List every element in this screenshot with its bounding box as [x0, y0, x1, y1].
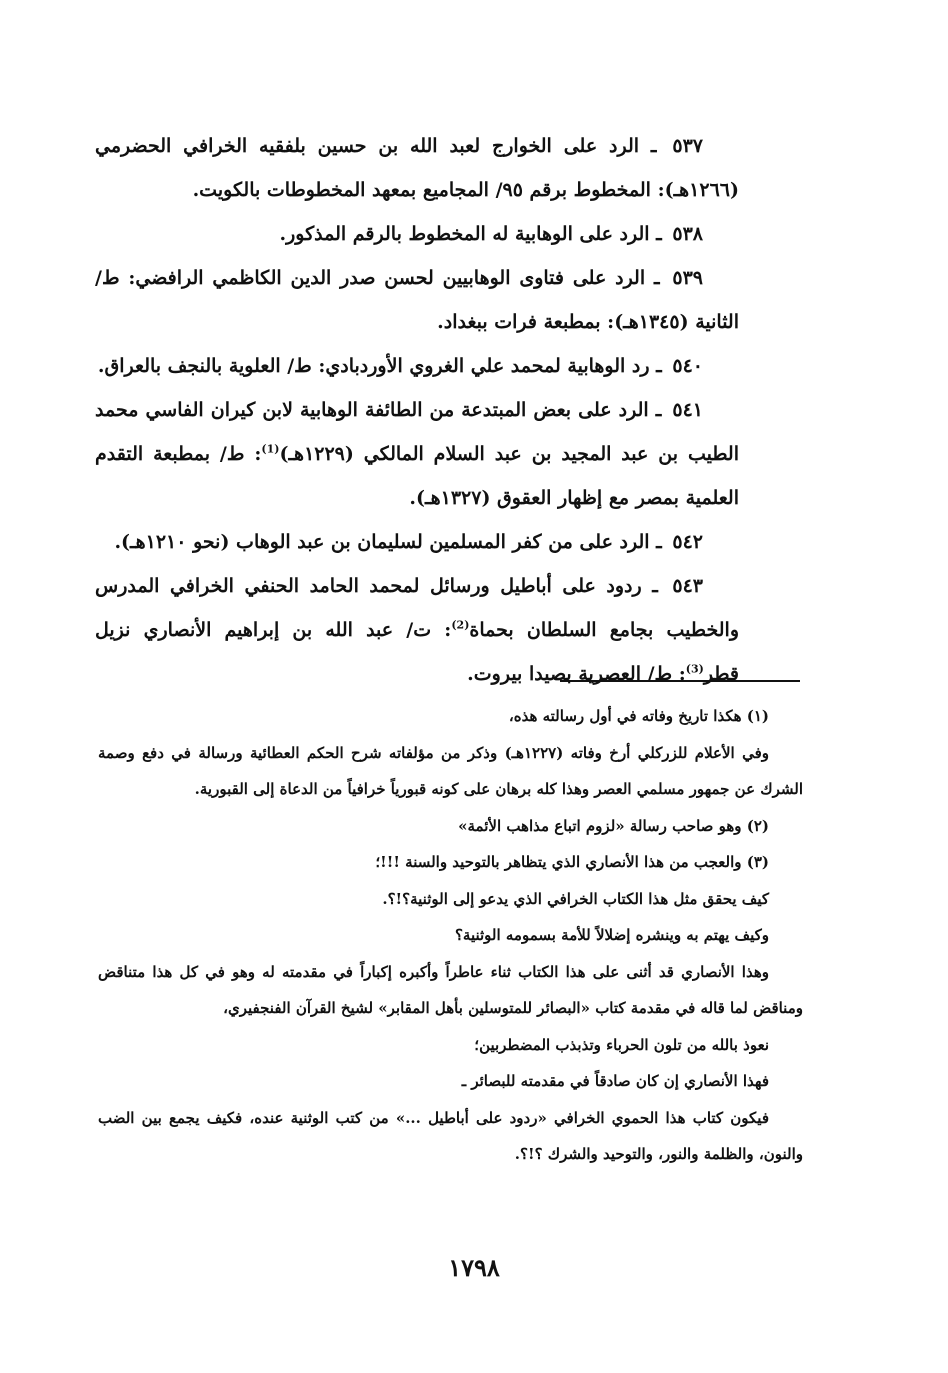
entry-number: ٥٣٨ [672, 223, 703, 245]
entry-number: ٥٤٣ [672, 575, 703, 597]
entry-text: : ت/ عبد الله بن إبراهيم الأنصاري نزيل قطر [95, 619, 739, 685]
footnote-3: (٣) والعجب من هذا الأنصاري الذي يتظاهر بالتوحيد والسنة !!!؛ [375, 853, 769, 871]
main-text-block [95, 124, 739, 696]
footnote-ref[interactable]: (2) [451, 618, 470, 632]
entry-text: ـ الرد على فتاوى الوهابيين لحسن صدر الدين الكاظمي الرافضي: ط/ الثانية (١٣٤٥هـ): بمطبعة فرات ببغداد. [95, 267, 739, 333]
entry-538 [95, 212, 739, 256]
footnote-ref[interactable]: (1) [261, 442, 280, 456]
footnote-3-continuation: فيكون كتاب هذا الحموي الخرافي «ردود على أباطيل ...» من كتب الوثنية عنده، فكيف يجمع بين الضب والنون، والظلمة والنور، والتوحيد والشرك ؟!؟. [98, 1108, 803, 1163]
entry-text: ـ رد الوهابية لمحمد علي الغروي الأوردبادي: ط/ العلوية بالنجف بالعراق. [97, 355, 662, 377]
footnote-separator [560, 680, 800, 682]
entry-number: ٥٤٠ [672, 355, 703, 377]
entry-text: ـ الرد على من كفر المسلمين لسليمان بن عبد الوهاب (نحو ١٢١٠هـ). [114, 531, 662, 553]
footnote-1-continuation: وفي الأعلام للزركلي أرخ وفاته (١٢٢٧هـ) وذكر من مؤلفاته شرح الحكم العطائية ورسالة في دفع وصمة الشرك عن جمهور مسلمي العصر وهذا كله برهان على كونه قبورياً خرافياً من الدعاة إلى القبورية. [98, 743, 803, 798]
footnote-3-continuation: وهذا الأنصاري قد أثنى على هذا الكتاب ثناء عاطراً وأكبره إكباراً في مقدمته له وهو في كل هذا متناقض ومناقض لما قاله في مقدمة كتاب «البصائر للمتوسلين بأهل المقابر» لشيخ القرآن الفنجفيري، [98, 962, 803, 1017]
footnote-3-continuation: فهذا الأنصاري إن كان صادقاً في مقدمته للبصائر ـ [461, 1072, 769, 1090]
footnotes-block [98, 698, 803, 1173]
entry-text: : ط/ بمطبعة التقدم العلمية بمصر مع إظهار العقوق (١٣٢٧هـ). [95, 443, 739, 509]
entry-text: ـ الرد على الوهابية له المخطوط بالرقم المذكور. [279, 223, 662, 245]
entry-537 [95, 124, 739, 212]
entry-540 [95, 344, 739, 388]
entry-541 [95, 388, 739, 520]
footnote-1: (١) هكذا تاريخ وفاته في أول رسالته هذه، [508, 707, 769, 725]
entry-539 [95, 256, 739, 344]
entry-text: : ط/ العصرية بصيدا بيروت. [467, 663, 686, 685]
entry-543 [95, 564, 739, 696]
entry-number: ٥٣٩ [672, 267, 703, 289]
entry-number: ٥٤٢ [672, 531, 703, 553]
entry-text: ـ الرد على بعض المبتدعة من الطائفة الوهابية لابن كيران الفاسي محمد الطيب بن عبد المجيد بن عبد السلام المالكي (١٢٢٩هـ) [95, 399, 739, 465]
entry-number: ٥٤١ [672, 399, 703, 421]
footnote-3-continuation: وكيف يهتم به وينشره إضلالاً للأمة بسمومه الوثنية؟ [454, 926, 769, 944]
footnote-3-continuation: كيف يحقق مثل هذا الكتاب الخرافي الذي يدعو إلى الوثنية؟!؟. [382, 889, 769, 908]
footnote-3-continuation: نعوذ بالله من تلون الحرباء وتذبذب المضطربين؛ [474, 1035, 769, 1054]
entry-text: ـ ردود على أباطيل ورسائل لمحمد الحامد الحنفي الخرافي المدرس والخطيب بجامع السلطان بحماة [95, 575, 739, 641]
entry-text: ـ الرد على الخوارج لعبد الله بن حسين بلفقيه الخرافي الحضرمي (١٢٦٦هـ): المخطوط برقم ٩٥/ المجاميع بمعهد المخطوطات بالكويت. [95, 135, 739, 201]
entry-number: ٥٣٧ [672, 135, 703, 157]
footnote-2: (٢) وهو صاحب رسالة «لزوم اتباع مذاهب الأئمة» [458, 816, 769, 835]
entry-542 [95, 520, 739, 564]
page-number: ١٧٩٨ [448, 1253, 500, 1282]
footnote-ref[interactable]: (3) [685, 662, 704, 676]
